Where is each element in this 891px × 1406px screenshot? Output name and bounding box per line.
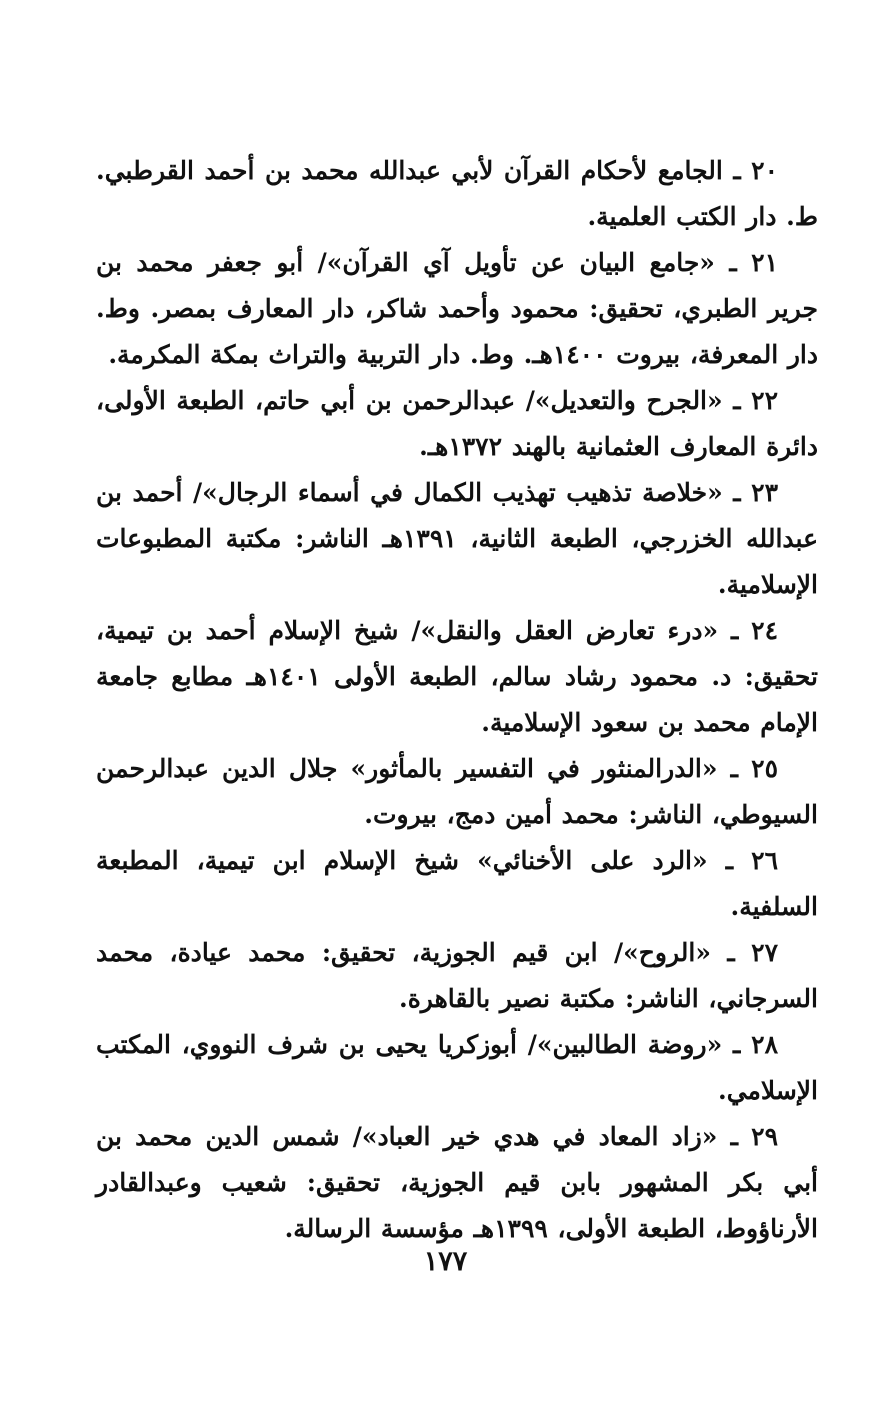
bibliography-entry-29: ٢٩ ـ «زاد المعاد في هدي خير العباد»/ شمس الدين محمد بن أبي بكر المشهور بابن قيم الجوزية، تحقيق: شعيب وعبدالقادر الأرناؤوط، الطبعة الأولى، ١٣٩٩هـ مؤسسة الرسالة.	[96, 1122, 818, 1243]
bibliography-entry-25: ٢٥ ـ «الدرالمنثور في التفسير بالمأثور» جلال الدين عبدالرحمن السيوطي، الناشر: محمد أمين دمج، بيروت.	[96, 754, 818, 829]
bibliography-entry-27: ٢٧ ـ «الروح»/ ابن قيم الجوزية، تحقيق: محمد عيادة، محمد السرجاني، الناشر: مكتبة نصير بالقاهرة.	[96, 938, 818, 1013]
bibliography-entry-26: ٢٦ ـ «الرد على الأخنائي» شيخ الإسلام ابن تيمية، المطبعة السلفية.	[96, 846, 818, 921]
bibliography-entry-23: ٢٣ ـ «خلاصة تذهيب تهذيب الكمال في أسماء الرجال»/ أحمد بن عبدالله الخزرجي، الطبعة الثانية، ١٣٩١هـ الناشر: مكتبة المطبوعات الإسلامية.	[96, 478, 818, 599]
bibliography-list	[96, 148, 818, 1252]
bibliography-entry-21: ٢١ ـ «جامع البيان عن تأويل آي القرآن»/ أبو جعفر محمد بن جرير الطبري، تحقيق: محمود وأحمد شاكر، دار المعارف بمصر. وط. دار المعرفة، بيروت ١٤٠٠هـ. وط. دار التربية والتراث بمكة المكرمة.	[96, 248, 818, 369]
bibliography-entry-28: ٢٨ ـ «روضة الطالبين»/ أبوزكريا يحيى بن شرف النووي، المكتب الإسلامي.	[96, 1030, 818, 1105]
bibliography-entry-24: ٢٤ ـ «درء تعارض العقل والنقل»/ شيخ الإسلام أحمد بن تيمية، تحقيق: د. محمود رشاد سالم، الطبعة الأولى ١٤٠١هـ مطابع جامعة الإمام محمد بن سعود الإسلامية.	[96, 616, 819, 737]
page-number: ١٧٧	[423, 1246, 468, 1277]
bibliography-entry-22: ٢٢ ـ «الجرح والتعديل»/ عبدالرحمن بن أبي حاتم، الطبعة الأولى، دائرة المعارف العثمانية بالهند ١٣٧٢هـ.	[96, 386, 818, 461]
bibliography-entry-20: ٢٠ ـ الجامع لأحكام القرآن لأبي عبدالله محمد بن أحمد القرطبي. ط. دار الكتب العلمية.	[96, 156, 818, 231]
